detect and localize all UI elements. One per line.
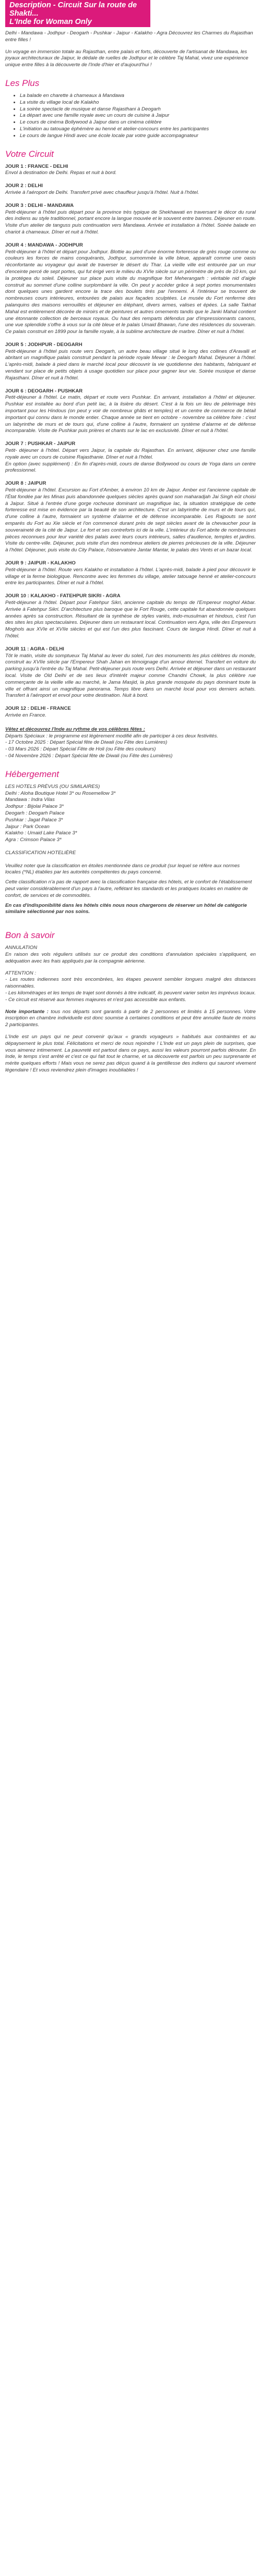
day-title: JOUR 12 : DELHI - FRANCE	[5, 706, 71, 712]
day-body: Petit-déjeuner à l'hôtel puis route vers Deogarh, un autre beau village situé le long des collines d'Aravalli et abritant un magnifique palais construit pendant la période royale Mewar : le Deogarh Mahal. Déjeuner à l'hôtel. L'après-midi, balade à pied dans le marché local pour découvrir la vie quotidienne des habitants, fabriquant et vendant sur place de petits objets à usage quotidien sur place pour gagner leur vie. Soirée musique et danse Rajasthani. Dîner et nuit à l'hôtel.	[5, 348, 256, 381]
plus-item: • La visite du village local de Kalakho	[20, 100, 256, 106]
day-title: JOUR 10 : KALAKHO - FATEHPUR SIKRI - AGRA	[5, 593, 121, 599]
day-title: JOUR 6 : DEOGARH - PUSHKAR	[5, 388, 83, 394]
day-body: Petit-déjeuner à l'hôtel. Le matin, départ et route vers Pushkar. En arrivant, installation à l'hôtel et déjeuner. Pushkar est installée au bord d'un petit lac, à la lisière du désert. C'est à la fois un lieu de pèlerinage très important pour les Hindous (on peut y voir de nombreux ghâts et temples) et un centre de commerce de bétail important qui connu dans le monde entier. Chaque année se tient en octobre - novembre sa célèbre foire : c'est un labyrinthe de murs et de tours qui, d'une colline à l'autre, formaient un système d'alarme et de défense incomparable. Visite de Pushkar puis prières et chants sur le lac en exclusivité. Dîner et nuit à l'hôtel.	[5, 395, 256, 434]
plus-item: • Le cours de langue Hindi avec une école locale par votre guide accompagnateur	[20, 133, 256, 140]
intro	[5, 30, 256, 69]
day-body: Petit-déjeuner à l'hôtel. Excursion au Fort d'Amber, à environ 10 km de Jaipur. Amber est l'ancienne capitale de l'État fondée par les Minas puis abandonnée quelques siècles après quand son maharadjah Jai Singh eût choisi à Jaipur. Situé à l'entrée d'une gorge rocheuse dominant un magnifique lac, la situation stratégique de cette forteresse est mise en évidence par la beauté de son architecture. C'est un labyrinthe de murs et de tours qui, d'une colline à l'autre, formaient un système d'alarme et de défense incomparable. Les Rajpouts se sont emparés du Fort au Xie siècle et l'on commencé durant près de sept siècles avant de la chevaucher pour la souveraineté de la cité de Jaipur. Le fort et ses contreforts ici de la ville. L'intérieur du Fort abrite de nombreuses pièces reconnues pour leur variété des palais avec leurs cours intérieurs, salles d'audience, temples et jardins. Visite du centre-ville. Déjeuner, puis visite d'un des nombreux ateliers de pierres précieuses de la ville. Déjeuner à l'hôtel. Déjeuner, puis visite du City Palace, l'observatoire Jantar Mantar, le palais des Vents et un bazar local.	[5, 487, 256, 553]
attention-line: - Ce circuit est réservé aux femmes majeures et n'est pas accessible aux enfants.	[5, 996, 186, 1003]
itinerary-day	[5, 242, 256, 336]
day-title: JOUR 3 : DELHI - MANDAWA	[5, 202, 74, 208]
itinerary-day	[5, 706, 256, 719]
important-note-text: tous nos départs sont garantis à partir de 2 personnes et limités à 15 personnes. Votre inscription en chambre individuelle est donc soumise à certaines conditions et peut être annulée faute de moins 2 participantes.	[5, 1008, 256, 1028]
departure-item: - 04 Novembre 2026 : Départ Spécial fête de Diwali (ou Fête des Lumières)	[5, 753, 173, 759]
day-title: JOUR 7 : PUSHKAR - JAIPUR	[5, 441, 76, 447]
day-body: Arrivée en France.	[5, 712, 46, 718]
departure-item: - 17 Octobre 2025 : Départ Spécial fête de Diwali (ou Fête des Lumières)	[5, 739, 168, 746]
day-title: JOUR 1 : FRANCE - DELHI	[5, 163, 68, 169]
important-note	[5, 1009, 256, 1029]
hotel-item: Agra : Crimson Palace 3*	[5, 837, 62, 843]
departures-intro: Départs Spéciaux : le programme est légèrement modifié afin de participer à ces deux festivités.	[5, 733, 218, 739]
attention-line: - Les routes indiennes sont très encombrées, les étapes peuvent sembler longues malgré des distances raisonnables.	[5, 977, 256, 990]
day-title: JOUR 8 : JAIPUR	[5, 480, 46, 487]
itinerary-day	[5, 388, 256, 435]
banner-line-1: Description - Circuit Sur la route de Shakti...	[9, 1, 137, 18]
hotel-item: Kalakho : Umaid Lake Palace 3*	[5, 830, 77, 836]
itinerary-day	[5, 593, 256, 640]
plus-item: • Le cours de cinéma Bollywood à Jaipur dans un cinéma célèbre	[20, 119, 256, 126]
hotels-subtitle: LES HOTELS PRÉVUS (OU SIMILAIRES)	[5, 783, 100, 790]
day-body: Petit-déjeuner à l'hôtel. Départ pour Fatehpur Sikri, ancienne capitale du temps de l'Empereur moghol Akbar. Arrivée à Fatehpur Sikri. D'architecture plus baroque que le Fort Rouge, cette capitale fut abandonnée quelques années après sa construction. Résultant de la synthèse de styles variés, indo-musulman et hindous, c'est l'un des sites les plus spectaculaires. Déjeuner dans un restaurant local. Continuation vers Agra, ville des Empereurs Moghols aux XVIe et XVIIe siècles et qui est l'un des plus fascinant. Cours de langue Hindi. Dîner et nuit à l'hôtel.	[5, 599, 256, 639]
hotel-item: Deogarh : Deogarh Palace	[5, 810, 65, 816]
intro-paragraph: Un voyage en immersion totale au Rajasthan, entre palais et forts, découverte de l'artisanat de Mandawa, les joyaux architecturaux de Jaipur, le dédale de ruelles de Jodhpur et le célèbre Taj Mahal, vivez une expérience unique entre filles à la découverte de l'Inde d'hier et d'aujourd'hui !	[5, 48, 248, 68]
day-body: Petit-déjeuner à l'hôtel. Route vers Kalakho et installation à l'hôtel. L'après-midi, balade à pied pour découvrir le village et la ferme biologique. Rencontre avec les femmes du village, atelier tatouage henné et atelier-concours entre les participantes. Dîner et nuit à l'hôtel.	[5, 566, 256, 586]
special-departures	[5, 726, 256, 760]
bon-a-savoir-title: Bon à savoir	[5, 930, 55, 941]
title-banner	[5, 0, 150, 27]
itinerary-day	[5, 203, 256, 236]
banner-line-2: L'Inde for Woman Only	[9, 18, 92, 26]
important-note-label: Note importante :	[5, 1008, 49, 1015]
day-title: JOUR 9 : JAIPUR - KALAKHO	[5, 560, 76, 566]
annulation-title: ANNULATION	[5, 945, 38, 951]
plus-title: Les Plus	[5, 78, 40, 88]
day-body: Arrivée à l'aéroport de Delhi. Transfert privé avec chauffeur jusqu'à l'hôtel. Nuit à l'hôtel.	[5, 189, 199, 195]
day-title: JOUR 4 : MANDAWA - JODHPUR	[5, 242, 83, 248]
hotel-item: Delhi : Aloha Boutique Hotel 3* ou Rosemellow 3*	[5, 790, 116, 796]
hebergement-block	[5, 784, 256, 916]
bon-a-savoir	[5, 945, 256, 1074]
itinerary-day	[5, 560, 256, 587]
plus-item: • La départ avec une famille royale avec un cours de cuisine à Jaipur	[20, 113, 256, 119]
itinerary-day	[5, 646, 256, 699]
day-body: Petit-déjeuner à l'hôtel puis départ pour la province très typique de Shekhawati en traversant le décor du rural des indiens au style traditionnel, portant encore la langue mouvée et le souvent entre bannes. Déjeuner en route. Visite d'un atelier de tanguss puis continuation vers Mandawa. Arrivée et installation à l'hôtel. Soirée balade en chariot à chameaux. Dîner et nuit à l'hôtel.	[5, 209, 256, 235]
itinerary-day	[5, 164, 256, 177]
departures-title: Vêtez et découvrez l'Inde au rythme de vos célèbres fêtes :	[5, 726, 145, 732]
hotel-item: Mandawa : Indra Vilas	[5, 797, 55, 803]
day-title: JOUR 2 : DELHI	[5, 183, 43, 189]
itinerary	[5, 164, 256, 719]
plus-item: • L'initiation au tatouage éphémère au henné et atelier-concours entre les participantes	[20, 126, 256, 133]
annulation-text: En raison des vols réguliers utilisés sur ce produit des conditions d'annulation spéciales s'appliquent, en adéquation avec les frais appliqués par la compagnie aérienne.	[5, 952, 256, 964]
day-body: Petit-déjeuner à l'hôtel et départ pour Jodhpur. Blottie au pied d'une énorme forteresse de grès rouge comme ou couleurs les forces de mains conquérants, Jodhpur, surnommée la ville bleue, apparaît comme une oasis réconfortante au voyageur qui avait de traverser le désert du Thar. La vieille ville est entourée par un mur d'enceinte percé de sept portes, qui fut érigé vers le milieu du XVIe siècle sur un périmètre de près de 10 km, qui la protégea du soleil. Déjeuner sur place puis visite du magnifique fort Meherangarh : véritable nid d'aigle construit au sommet d'une colline surplombant la ville. On peut y accéder grâce à sept portes monumentales dont quelques unes gardent encore la trace des boulets tirés par l'ennemi. À l'intérieur se trouvent de nombreuses cours intérieures, entourées de palais aux façades sculptées. Le musée du Fort renferme des palanquins des maisons verrouillés et déjeuner en éléphant, divers armes, valises et épées. La salle Takhat Mahal est entièrement décorée de miroirs et de peintures et autres ornements tandis que le Janki Mahal contient une étonnante collection de berceaux royaux. Ou haut des remparts défendus par d'impressionnants canons, une vue splendide s'offre à vous sur la cité bleue et le palais Umaid Bhawan, l'une des résidences du souverain. Ce palais construit en 1899 pour la famille royale, à la sublime architecture de marbre. Dîner et nuit à l'hôtel.	[5, 249, 256, 335]
day-title: JOUR 5 : JODHPUR - DEOGARH	[5, 341, 82, 348]
hotel-item: Pushkar : Jagat Palace 3*	[5, 817, 63, 823]
plus-item: • La balade en charette à chameaux à Mandawa	[20, 93, 256, 100]
day-body: Tôt le matin, visite du somptueux Taj Mahal au lever du soleil, l'un des monuments les plus célèbres du monde, construit au XVIIe siècle par l'Empereur Shah Jahan en témoignage d'un amour éternel. Transfert en voiture du parking jusqu'à l'entrée du Taj Mahal. Petit-déjeuner puis route vers Delhi. Arrivée et déjeuner dans un restaurant local. Visite de Old Delhi et de ses lieux d'intérêt majeur comme Chandni Chowk, la plus célèbre rue commerçante de la vieille ville au marché, le Jama Masjid, la plus grande mosquée du pays dominant toute la ville et offrant ainsi un magnifique panorama. Temps libre dans un marché local pour vos derniers achats. Transfert à l'aéroport et envol pour votre destination. Nuit à bord.	[5, 652, 256, 699]
intro-route: Delhi - Mandawa - Jodhpur - Deogarh - Pushkar - Jaipur - Kalakho - Agra Découvrez les Charmes du Rajasthan entre filles !	[5, 30, 253, 43]
hotel-item: Jaipur : Park Ocean	[5, 823, 50, 830]
day-body: Petit- déjeuner à l'hôtel. Départ vers Jaipur, la capitale du Rajasthan. En arrivant, déjeuner chez une famille royale avec un cours de cuisine Rajasthanie. Dîner et nuit à l'hôtel. En option (avec supplément) : En fin d'après-midi, cours de danse Bollywood ou cours de Yoga dans un centre professionnel.	[5, 448, 256, 474]
departure-item: - 03 Mars 2026 : Départ Spécial Fête de Holi (ou Fête des couleurs)	[5, 746, 156, 753]
closing-paragraph: L'Inde est un pays qui ne peut convenir qu'aux « grands voyageurs » habitués aux contraintes et au dépaysement le plus total. Félicitations et merci de nous rejoindre ! L'Inde est un pays plein de surprises, que vous aimerez intimement. La pauvreté est partout dans ce pays, aussi les valeurs pourront parfois dérouter. En Inde, le temps s'est arrêté et c'est ce qui fait tout le charme, et sa découverte est parfois un peu surprenante et mérite quelques efforts ! Mais vous ne serez pas déçus quand à la gentillesse des indiens qui sauront vivement légendaire ! Et vous reviendrez plein d'images inoubliables !	[5, 1034, 256, 1074]
itinerary-day	[5, 342, 256, 382]
classification-paragraph: Veuillez noter que la classification en étoiles mentionnée dans ce produit (sur lequel se réfère aux normes locales (*NL) établies par les autorités compétentes du pays concerné.	[5, 862, 240, 876]
classification-title: CLASSIFICATION HOTELIÈRE	[5, 849, 76, 856]
itinerary-day	[5, 480, 256, 554]
classification-paragraph: Cette classification n'a pas de rapport avec la classification française des hôtels, et le confort de l'établissement peut varier considérablement d'un pays à l'autre, reflétant les standards et les pratiques locales en matière de confort, de services et de commodités.	[5, 879, 252, 898]
attention-line: - Les kilométrages et les temps de trajet sont donnés à titre indicatif, ils peuvent varier selon les imprévus locaux.	[5, 990, 256, 996]
circuit-title: Votre Circuit	[5, 149, 54, 159]
attention-title: ATTENTION :	[5, 970, 36, 976]
day-title: JOUR 11 : AGRA - DELHI	[5, 646, 64, 652]
plus-item: • La soirée spectacle de musique et danse Rajasthani à Deogarh	[20, 106, 256, 113]
itinerary-day	[5, 441, 256, 474]
day-body: Envol à destination de Delhi. Repas et nuit à bord.	[5, 170, 117, 176]
itinerary-day	[5, 183, 256, 196]
plus-list	[5, 93, 256, 140]
hebergement-title: Hébergement	[5, 769, 60, 779]
hotel-item: Jodhpur : Bijolai Palace 3*	[5, 804, 64, 810]
availability-note: En cas d'indisponibilité dans les hôtels cités nous nous chargerons de réserver un hôtel de catégorie similaire sélectionné par nos soins.	[5, 902, 247, 915]
